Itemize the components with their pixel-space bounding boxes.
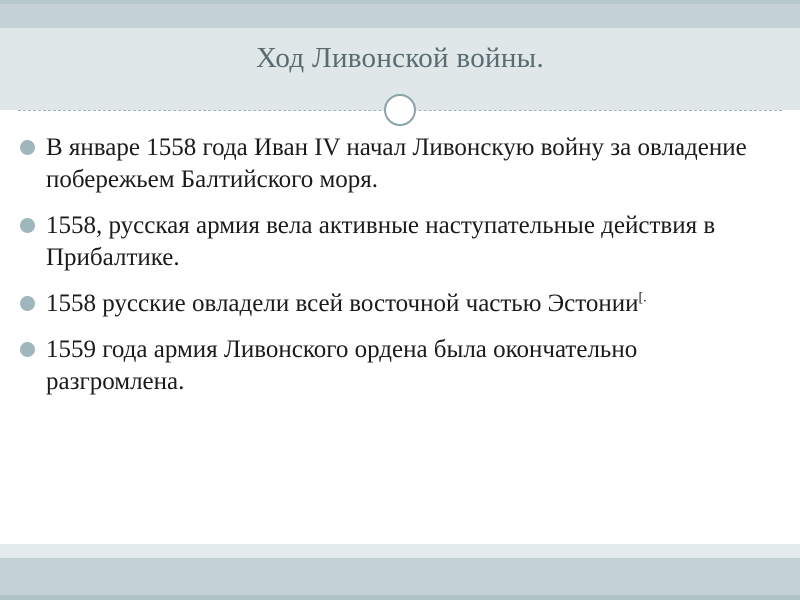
top-band-accent-line [0, 0, 800, 4]
list-item-text [46, 288, 762, 320]
bullet-dot-icon [20, 296, 35, 311]
list-item-text: В январе 1558 года Иван IV начал Ливонскую войну за овладение побережьем Балтийского моря. [46, 134, 747, 193]
bullet-dot-icon [20, 218, 35, 233]
list-item [20, 334, 762, 398]
list-item-text: 1559 года армия Ливонского ордена была окончательно разгромлена. [46, 336, 638, 395]
list-item [20, 288, 762, 320]
top-decorative-band [0, 0, 800, 28]
list-item-superscript: [. [638, 290, 647, 306]
bullet-list [20, 132, 762, 412]
list-item [20, 132, 762, 196]
bullet-dot-icon [20, 342, 35, 357]
bullet-dot-icon [20, 140, 35, 155]
list-item-body: 1558 русские овладели всей восточной частью Эстонии [46, 290, 639, 317]
list-item [20, 210, 762, 274]
page-title: Ход Ливонской войны. [255, 42, 544, 74]
list-item-text: 1558, русская армия вела активные наступательные действия в Прибалтике. [46, 212, 716, 271]
bottom-light-band [0, 544, 800, 558]
bottom-band-accent-line [0, 595, 800, 600]
circle-ornament-icon [384, 94, 416, 126]
bottom-decorative-band [0, 558, 800, 600]
